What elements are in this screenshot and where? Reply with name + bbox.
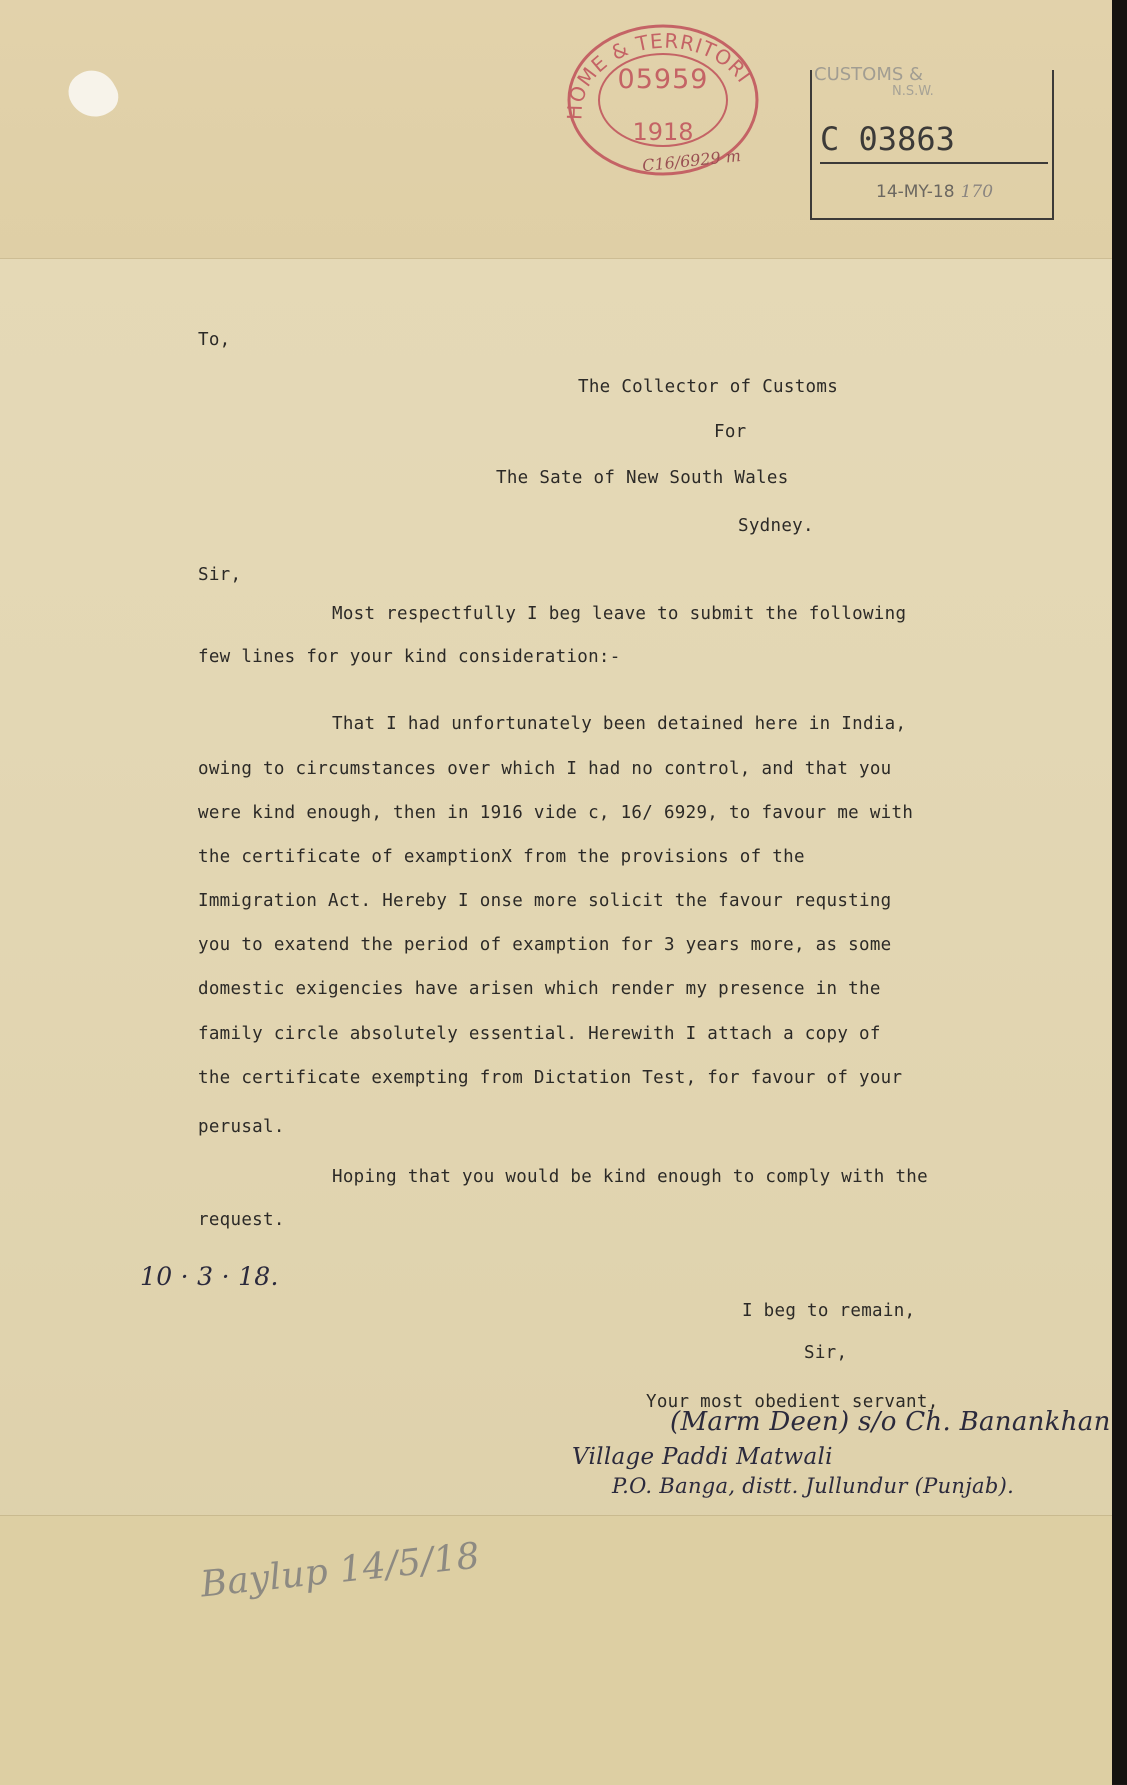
paragraph3-line: Hoping that you would be kind enough to comply with the [332,1167,928,1187]
stamp-number: 05959 [617,64,709,95]
paragraph2-line: Immigration Act. Hereby I onse more solicit the favour requsting [198,891,892,911]
bottom-handwritten-note: Baylup 14/5/18 [198,1535,482,1606]
paragraph2-line: owing to circumstances over which I had no control, and that you [198,759,892,779]
address-line-2: For [714,422,747,442]
customs-stamp-date-row [876,182,993,202]
paragraph2-line: That I had unfortunately been detained here in India, [332,714,907,734]
paragraph1-line: Most respectfully I beg leave to submit the following [332,604,907,624]
customs-stamp-handwritten: 170 [960,182,994,202]
address-line-4: Sydney. [738,516,814,536]
signature-village: Village Paddi Matwali [572,1444,833,1470]
customs-stamp-header: CUSTOMS & [814,64,924,85]
stamp-ring-text: HOME & TERRITORI [562,28,757,121]
paragraph1-line: few lines for your kind consideration:- [198,647,621,667]
paragraph2-line: domestic exigencies have arisen which render my presence in the [198,979,881,999]
address-line-1: The Collector of Customs [578,377,839,397]
lower-paper-strip [0,1515,1112,1785]
paragraph2-line: you to exatend the period of examption for 3 years more, as some [198,935,892,955]
paragraph2-line: were kind enough, then in 1916 vide c, 16/ 6929, to favour me with [198,803,914,823]
paragraph2-line: the certificate exempting from Dictation Test, for favour of your [198,1068,903,1088]
customs-stamp-sub: N.S.W. [892,84,934,99]
closing-line-1: I beg to remain, [742,1301,916,1321]
stamp-handwritten-ref: C16/6929 m [641,145,742,176]
paragraph2-line: perusal. [198,1117,285,1137]
scan-edge [1112,0,1127,1784]
address-line-3: The Sate of New South Wales [496,468,789,488]
to-label: To, [198,330,231,350]
signature-name: (Marm Deen) s/o Ch. Banankhan [670,1407,1111,1437]
closing-line-2: Sir, [804,1343,848,1363]
greeting: Sir, [198,565,242,585]
home-territories-stamp [560,20,766,180]
paragraph3-line: request. [198,1210,285,1230]
paragraph2-line: the certificate of examptionX from the provisions of the [198,847,805,867]
customs-stamp-number: C 03863 [820,120,1048,164]
closing-line-3: Your most obedient servant, [646,1392,939,1412]
customs-stamp [810,64,1054,220]
handwritten-date: 10 · 3 · 18. [140,1262,279,1291]
signature-address: P.O. Banga, distt. Jullundur (Punjab). [612,1474,1015,1498]
stamp-year: 1918 [632,118,694,146]
paragraph2-line: family circle absolutely essential. Herewith I attach a copy of [198,1024,881,1044]
customs-stamp-date: 14-MY-18 [876,182,955,202]
